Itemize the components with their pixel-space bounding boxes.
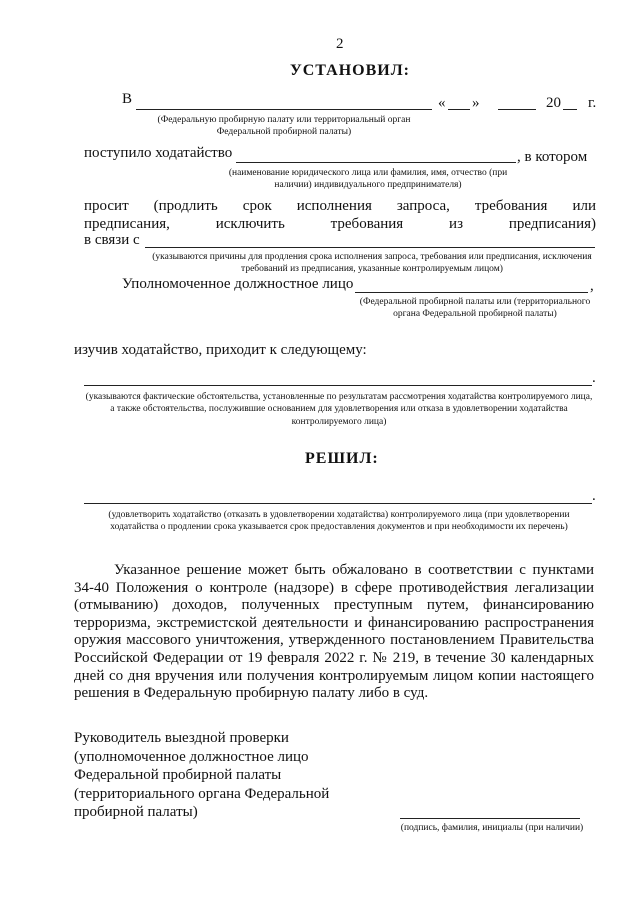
year-underline [563, 109, 577, 110]
appeal-text: Указанное решение может быть обжаловано в соответствии с пунктами 34-40 Положения о контроле (надзоре) в сфере противодействия легализации (отмыванию) доходов, полученных преступным путем, финансированию терроризма, экстремистской деятельности и финансированию распространения оружия массового уничтожения, утвержденного постановлением Правительства Российской Федерации от 19 февраля 2022 г. № 219, в течение 30 календарных дней со дня вручения или получения контролируемым лицом копии настоящего решения в Федеральную пробирную палату либо в суд. [74, 562, 594, 702]
official-hint: (Федеральной пробирной палаты или (территориального органа Федеральной пробирной палаты) [359, 297, 591, 320]
applicant-underline [236, 162, 516, 163]
reason-underline [145, 247, 595, 248]
studied-label: изучив ходатайство, приходит к следующему: [74, 342, 367, 358]
month-underline [498, 109, 536, 110]
findings-hint: (указываются фактические обстоятельства, установленные по результатам рассмотрения ходатайства контролируемого лица, а также обстоятельства, послужившие основанием для удовлетворения или отказа в удовлетворении ходатайства контролируемого лица) [85, 392, 593, 427]
year-prefix: 20 [546, 95, 561, 111]
petition-prefix: поступило ходатайство [84, 145, 233, 161]
signature-underline [400, 818, 580, 819]
request-line-1: просит (продлить срок исполнения запроса, требования или [84, 198, 596, 214]
decision-hint: (удовлетворить ходатайство (отказать в удовлетворении ходатайства) контролируемого лица (при удовлетворении ходатайства о продлении срока указывается срок предоставления документов и при необходимости их перечень) [108, 510, 570, 533]
quote-close: » [472, 95, 480, 111]
recipient-underline [136, 109, 432, 110]
official-label: Уполномоченное должностное лицо [122, 276, 354, 292]
request-line-2: предписания, исключить требования из предписания) [84, 216, 596, 232]
signature-hint: (подпись, фамилия, инициалы (при наличии) [400, 823, 584, 833]
recipient-hint: (Федеральную пробирную палату или территориальный орган Федеральной пробирной палаты) [157, 115, 411, 138]
findings-period: . [592, 370, 596, 386]
in-prefix: В [122, 91, 133, 107]
decision-underline [84, 503, 592, 504]
day-underline [448, 109, 470, 110]
appeal-paragraph [74, 562, 594, 703]
official-underline [355, 292, 588, 293]
reason-prefix: в связи с [84, 232, 140, 248]
year-suffix: г. [588, 95, 597, 111]
findings-underline [84, 385, 592, 386]
quote-open: « [438, 95, 446, 111]
official-comma: , [590, 278, 594, 294]
page-number: 2 [336, 36, 344, 52]
decision-period: . [592, 488, 596, 504]
established-heading: УСТАНОВИЛ: [290, 62, 410, 79]
petition-suffix: , в котором [517, 149, 588, 165]
reason-hint: (указываются причины для продления срока исполнения запроса, требования или предписания, исключения требований из предписания, указанные контролируемым лицом) [152, 252, 592, 275]
applicant-hint: (наименование юридического лица или фамилия, имя, отчество (при наличии) индивидуального предпринимателя) [228, 168, 508, 191]
signer-block: Руководитель выездной проверки (уполномоченное должностное лицо Федеральной пробирной палаты (территориального органа Федеральной пробирной палаты) [74, 730, 330, 820]
decided-heading: РЕШИЛ: [305, 450, 379, 467]
